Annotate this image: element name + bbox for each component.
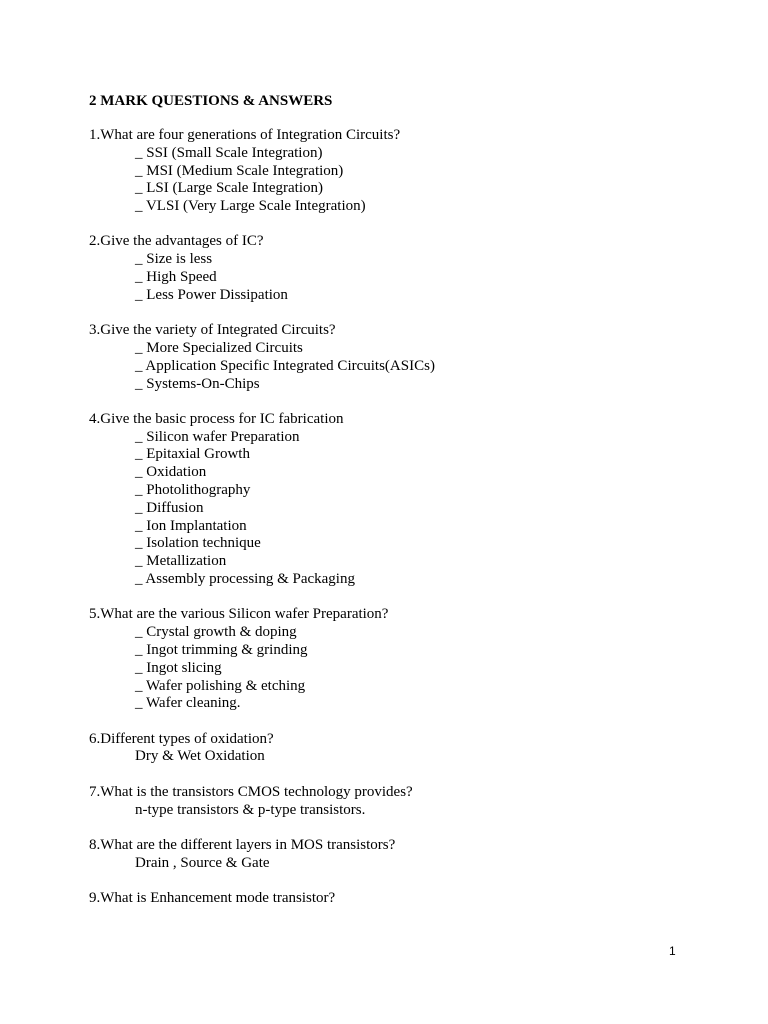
answer-item: _ Ingot slicing: [135, 659, 222, 676]
answer-item: _ Oxidation: [135, 464, 207, 481]
question-text: 6.Different types of oxidation?: [89, 730, 274, 747]
answer-item: _ Ingot trimming & grinding: [135, 641, 308, 658]
question-text: 9.What is Enhancement mode transistor?: [89, 889, 336, 906]
document-title: 2 MARK QUESTIONS & ANSWERS: [89, 93, 333, 109]
question-text: 4.Give the basic process for IC fabrication: [89, 410, 344, 427]
answer-item: Drain , Source & Gate: [135, 854, 270, 871]
question-list: [89, 127, 709, 908]
document-content: [89, 92, 709, 925]
question-block: [89, 784, 709, 820]
answer-item: _ Wafer polishing & etching: [135, 677, 306, 694]
question-block: [89, 837, 709, 873]
question-block: [89, 411, 709, 589]
question-block: [89, 890, 709, 908]
question-text: 1.What are four generations of Integration Circuits?: [89, 127, 401, 143]
answer-item: Dry & Wet Oxidation: [135, 748, 265, 765]
answer-item: _ Systems-On-Chips: [135, 375, 260, 392]
answer-item: _ Assembly processing & Packaging: [135, 571, 355, 588]
answer-item: _ Metallization: [135, 553, 227, 570]
answer-item: _ LSI (Large Scale Integration): [135, 180, 323, 197]
answer-item: n-type transistors & p-type transistors.: [135, 801, 366, 818]
answer-item: _ Size is less: [135, 251, 213, 268]
question-block: [89, 606, 709, 713]
question-text: 8.What are the different layers in MOS transistors?: [89, 836, 396, 853]
page-number: 1: [669, 944, 676, 958]
answer-item: _ More Specialized Circuits: [135, 339, 303, 356]
answer-item: _ Silicon wafer Preparation: [135, 428, 300, 445]
answer-item: _ VLSI (Very Large Scale Integration): [135, 198, 366, 215]
answer-item: _ MSI (Medium Scale Integration): [135, 162, 344, 179]
answer-item: _ Photolithography: [135, 482, 251, 499]
question-text: 5.What are the various Silicon wafer Preparation?: [89, 606, 389, 623]
answer-item: _ Ion Implantation: [135, 517, 247, 534]
question-block: [89, 233, 709, 304]
question-block: [89, 322, 709, 393]
answer-item: _ Diffusion: [135, 499, 204, 516]
answer-item: _ SSI (Small Scale Integration): [135, 144, 323, 161]
answer-item: _ High Speed: [135, 269, 217, 286]
question-text: 2.Give the advantages of IC?: [89, 233, 264, 250]
question-text: 7.What is the transistors CMOS technology provides?: [89, 783, 413, 800]
question-block: [89, 731, 709, 767]
answer-item: _ Crystal growth & doping: [135, 624, 297, 641]
answer-item: _ Epitaxial Growth: [135, 446, 250, 463]
answer-item: _ Isolation technique: [135, 535, 261, 552]
answer-item: _ Less Power Dissipation: [135, 286, 288, 303]
question-block: [89, 127, 709, 216]
answer-item: _ Wafer cleaning.: [135, 695, 241, 712]
question-text: 3.Give the variety of Integrated Circuits?: [89, 322, 336, 339]
answer-item: _ Application Specific Integrated Circuits(ASICs): [135, 357, 435, 374]
